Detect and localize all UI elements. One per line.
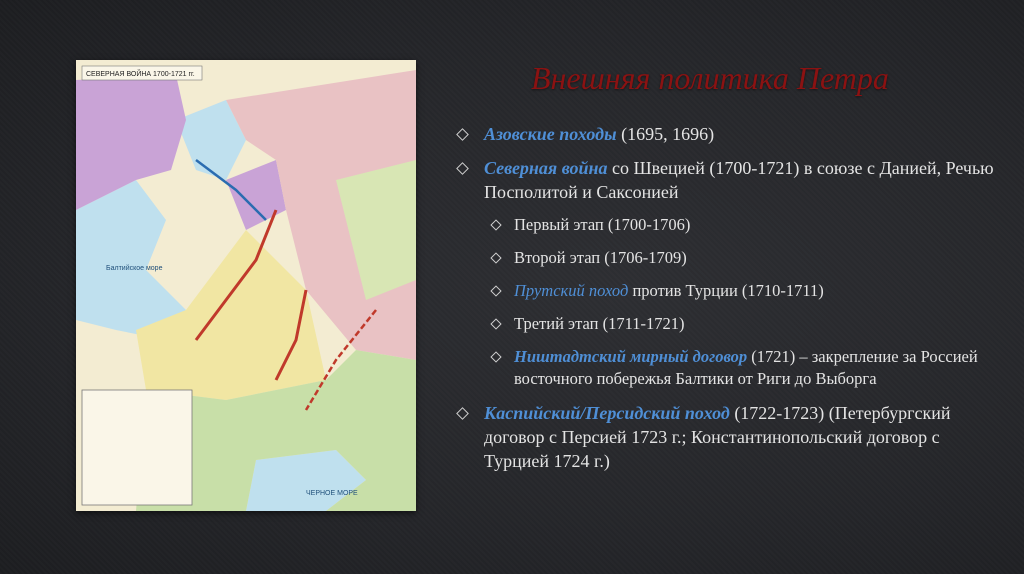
- highlight-text: Азовские походы: [484, 124, 617, 144]
- item-text: (1695, 1696): [616, 124, 715, 144]
- highlight-text: Ништадтский мирный договор: [514, 347, 748, 366]
- sub-item-text: (1721) – закрепление за Россией восточного побережья Балтики от Риги до Выборга: [514, 347, 978, 388]
- northern-war-map: [76, 60, 416, 511]
- list-item-caspian: [458, 401, 998, 473]
- diamond-bullet-icon: [490, 285, 501, 296]
- diamond-bullet-icon: [490, 252, 501, 263]
- item-text: со Швецией (1700-1721) в союзе с Данией, Речью Посполитой и Саксонией: [484, 158, 994, 202]
- diamond-bullet-icon: [490, 219, 501, 230]
- sub-item-stage-3: [492, 313, 998, 335]
- map-graphic: [76, 60, 416, 511]
- sub-item-text: против Турции (1710-1711): [628, 281, 824, 300]
- sub-item-text: Первый этап (1700-1706): [514, 215, 691, 234]
- highlight-text: Каспийский/Персидский поход: [484, 403, 730, 423]
- map-heading: СЕВЕРНАЯ ВОЙНА 1700-1721 гг.: [86, 71, 195, 78]
- map-legend-box: [82, 390, 192, 505]
- black-sea-label: ЧЕРНОЕ МОРЕ: [306, 490, 358, 497]
- sub-item-stage-2: [492, 247, 998, 269]
- diamond-bullet-icon: [490, 318, 501, 329]
- baltic-label: Балтийское море: [106, 265, 163, 272]
- diamond-bullet-icon: [456, 128, 469, 141]
- diamond-bullet-icon: [490, 351, 501, 362]
- list-item-azov: [458, 122, 998, 146]
- sub-item-stage-1: [492, 214, 998, 236]
- slide-title: Внешняя политика Петра: [531, 60, 889, 96]
- diamond-bullet-icon: [456, 162, 469, 175]
- highlight-text: Прутский поход: [514, 281, 629, 300]
- item-text: (1722-1723) (Петербургский договор с Персией 1723 г.; Константинопольский договор с Турцией 1724 г.): [484, 403, 951, 471]
- diamond-bullet-icon: [456, 407, 469, 420]
- sub-item-prut: [492, 280, 998, 302]
- sub-item-text: Третий этап (1711-1721): [514, 314, 685, 333]
- slide-content: [458, 122, 998, 483]
- sub-item-nystad: [492, 346, 998, 390]
- sub-item-text: Второй этап (1706-1709): [514, 248, 687, 267]
- highlight-text: Северная война: [484, 158, 608, 178]
- list-item-northern-war: [458, 156, 998, 204]
